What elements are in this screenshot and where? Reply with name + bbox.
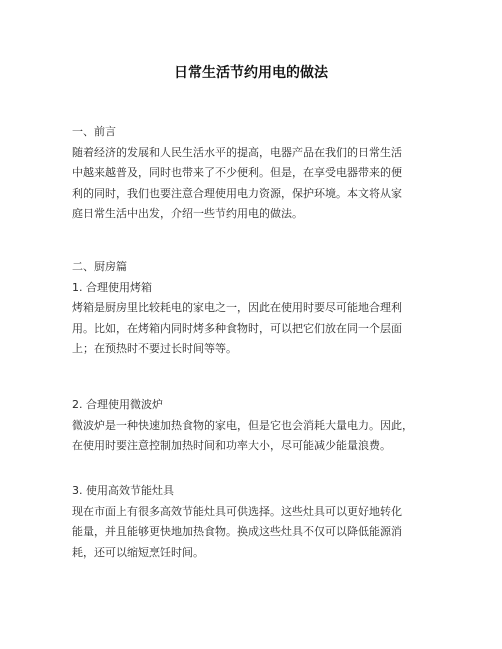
item-line: 耗，还可以缩短烹饪时间。	[72, 545, 204, 559]
item-heading-oven: 1. 合理使用烤箱	[72, 280, 152, 294]
item-line: 上；在预热时不要过长时间等等。	[72, 342, 237, 355]
intro-line: 庭日常生活中出发，介绍一些节约用电的做法。	[72, 207, 303, 220]
item-heading-microwave: 2. 合理使用微波炉	[72, 398, 163, 411]
item-heading-stove: 3. 使用高效节能灶具	[72, 484, 174, 497]
item-line: 用。比如，在烤箱内同时烤多种食物时，可以把它们放在同一个层面	[72, 321, 402, 335]
microwave-item	[72, 395, 444, 457]
item-line: 微波炉是一种快速加热食物的家电，但是它也会消耗大量电力。因此，	[72, 418, 413, 432]
intro-line: 中越来越普及，同时也带来了不少便利。但是，在享受电器带来的便	[72, 166, 402, 179]
item-line: 烤箱是厨房里比较耗电的家电之一，因此在使用时要尽可能地合理利	[72, 301, 402, 314]
kitchen-section	[72, 257, 444, 360]
intro-line: 随着经济的发展和人民生活水平的提高，电器产品在我们的日常生活	[72, 145, 402, 159]
item-line: 能量，并且能够更快地加热食物。换成这些灶具不仅可以降低能源消	[72, 525, 402, 538]
item-line: 现在市面上有很多高效节能灶具可供选择。这些灶具可以更好地转化	[72, 504, 402, 518]
kitchen-heading: 二、厨房篇	[72, 260, 127, 273]
intro-line: 利的同时，我们也要注意合理使用电力资源，保护环境。本文将从家	[72, 186, 402, 200]
item-line: 在使用时要注意控制加热时间和功率大小，尽可能减少能量浪费。	[72, 439, 391, 452]
intro-section	[72, 122, 444, 225]
stove-item	[72, 481, 444, 563]
document-title: 日常生活节约用电的做法	[174, 65, 328, 81]
intro-heading: 一、前言	[72, 125, 116, 138]
